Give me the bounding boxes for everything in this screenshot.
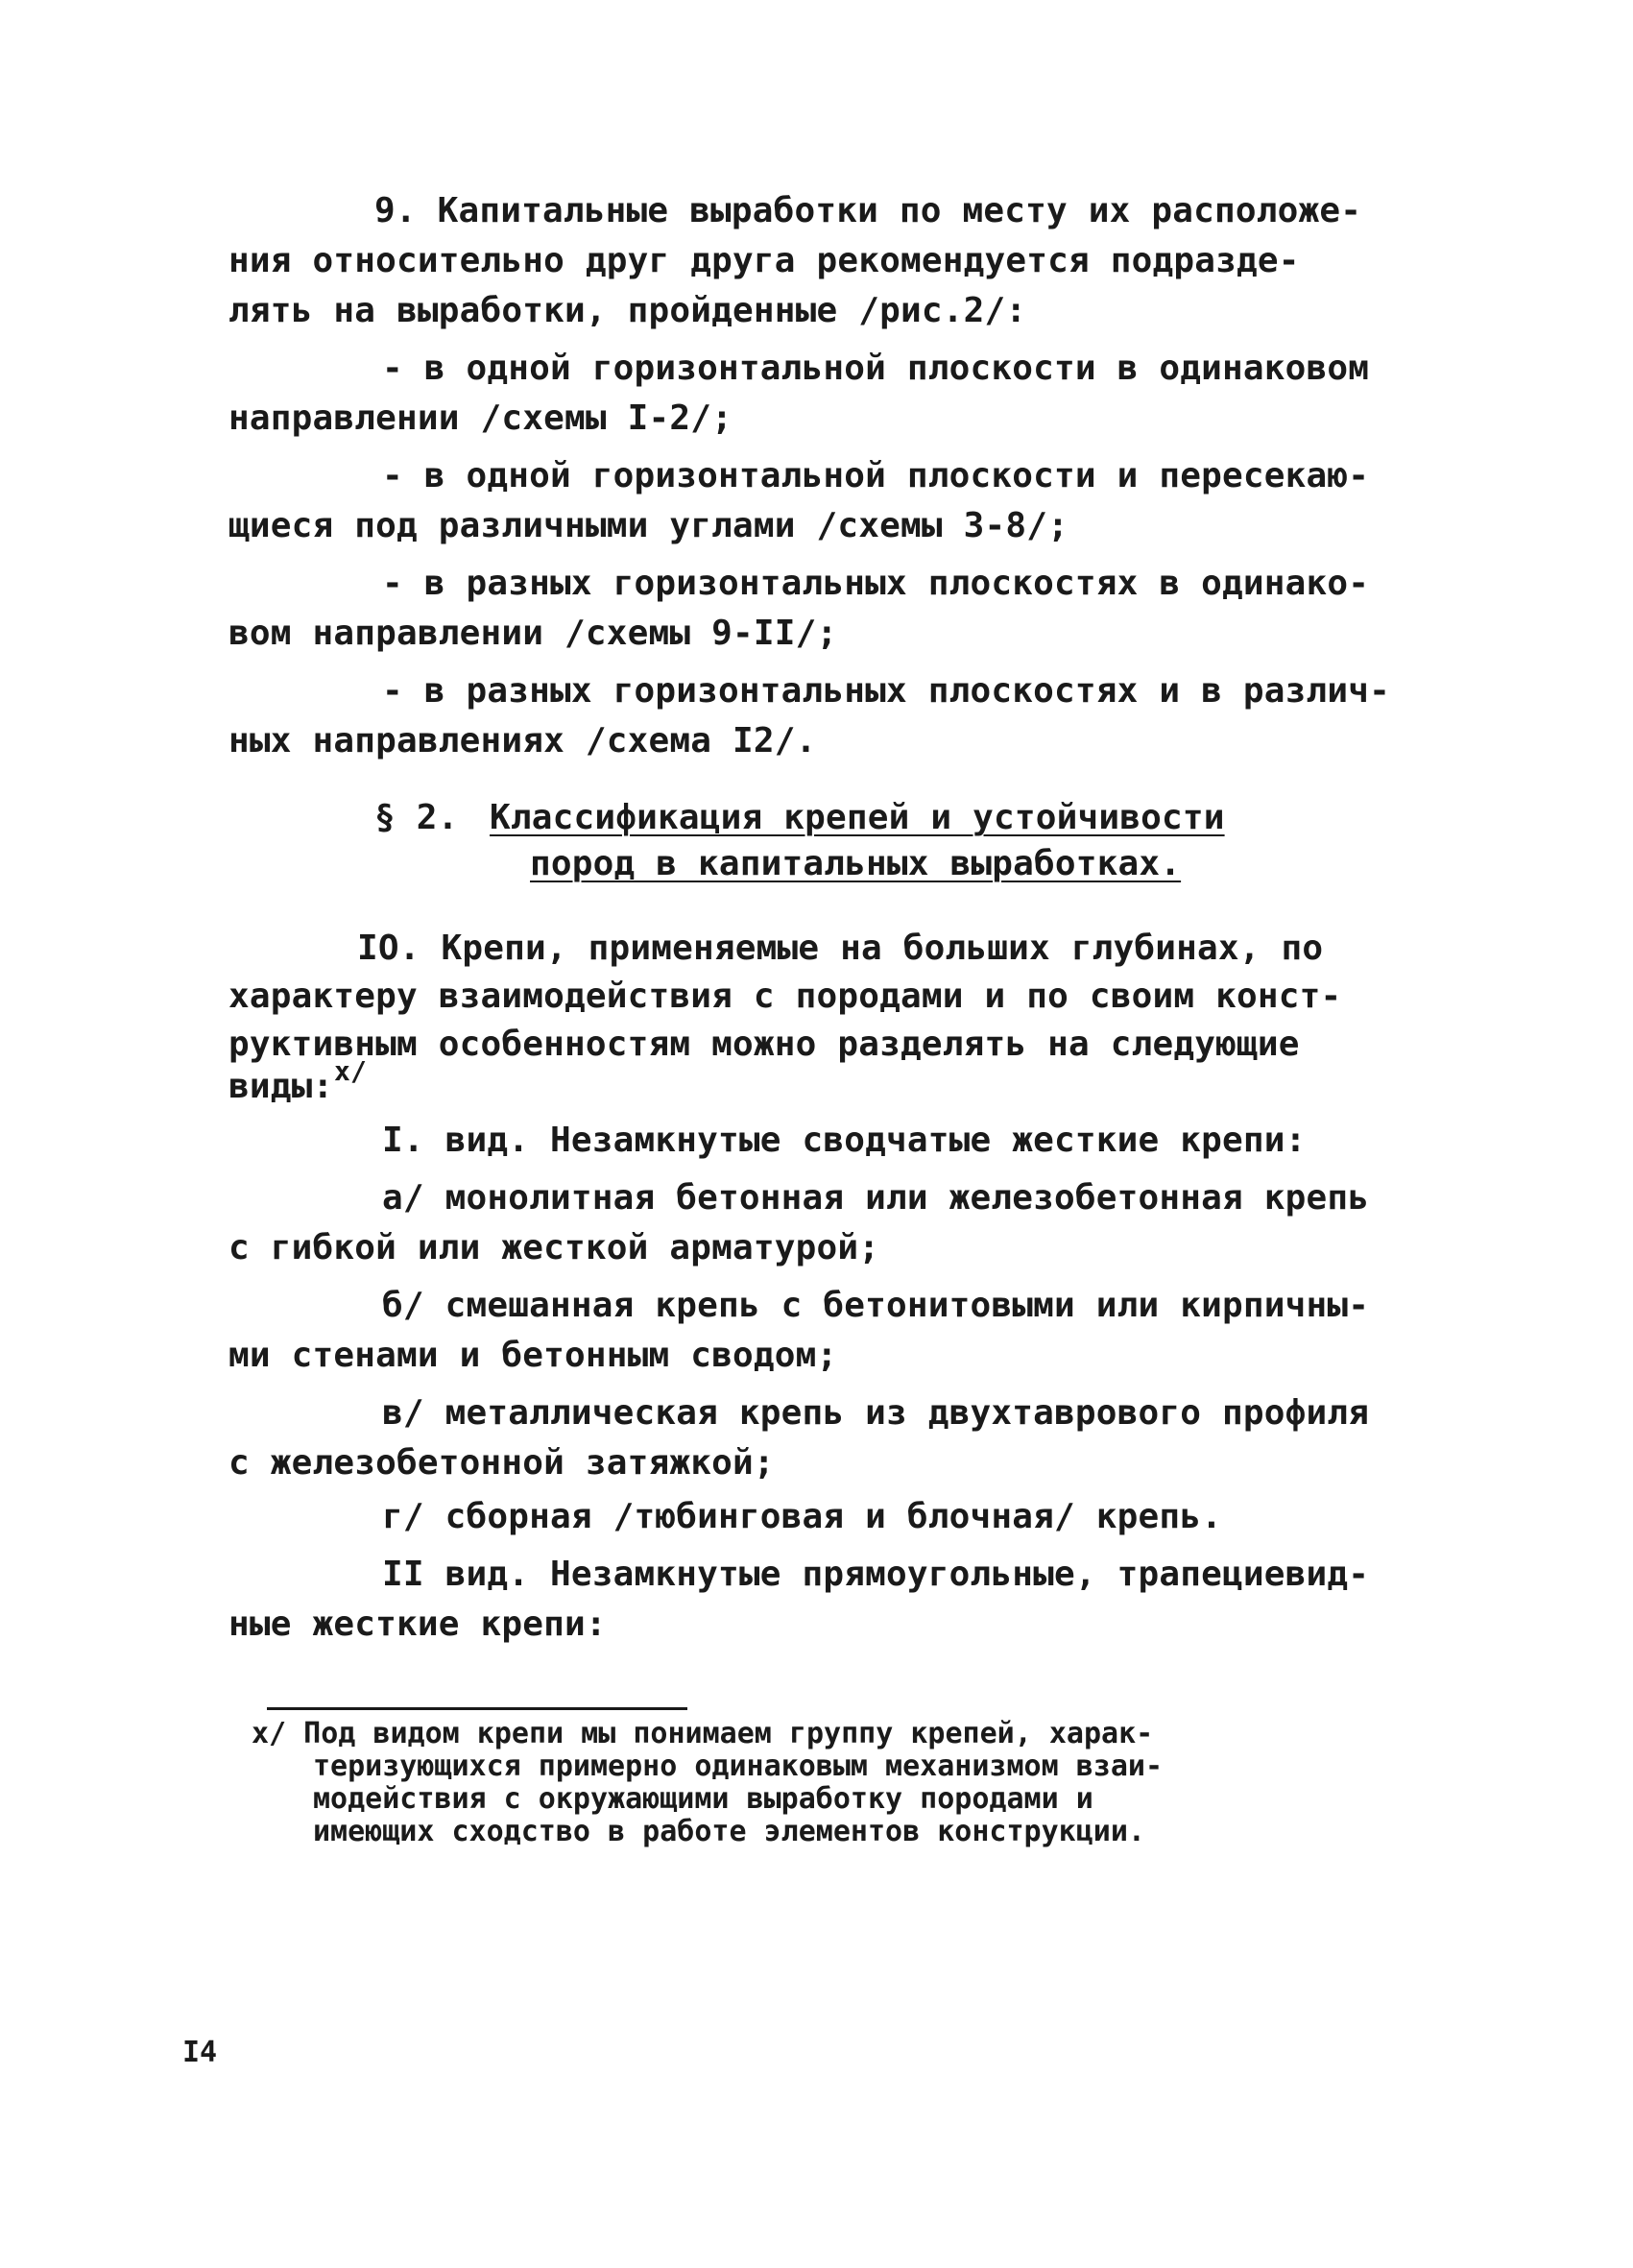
footnote-line-2: теризующихся примерно одинаковым механизмом взаи- [313,1749,1164,1783]
p9-item-2-line-2: щиеся под различными углами /схемы 3-8/; [228,506,1069,545]
p10-line-1: IO. Крепи, применяемые на больших глубинах, по [357,929,1324,968]
item-a-line-1: а/ монолитная бетонная или железобетонная крепь [382,1178,1370,1218]
item-a-line-2: с гибкой или жесткой арматурой; [228,1228,880,1267]
footnote-separator [267,1707,687,1710]
item-v-line-1: в/ металлическая крепь из двухтаврового профиля [382,1393,1370,1433]
footnote-reference: x/ [334,1055,368,1087]
p9-item-3-line-1: - в разных горизонтальных плоскостях в одинако- [382,564,1370,603]
item-b-line-2: ми стенами и бетонным сводом; [228,1336,838,1375]
p10-line-4: виды: [228,1067,334,1106]
p9-item-4-line-2: ных направлениях /схема I2/. [228,721,817,760]
type-1-title: I. вид. Незамкнутые сводчатые жесткие крепи: [382,1121,1307,1160]
item-g-line-1: г/ сборная /тюбинговая и блочная/ крепь. [382,1497,1222,1536]
type-2-line-2: ные жесткие крепи: [228,1604,607,1644]
p9-item-4-line-1: - в разных горизонтальных плоскостях и в различ- [382,671,1390,711]
p9-line-1: 9. Капитальные выработки по месту их расположе- [374,191,1362,230]
section-title-line-2: пород в капитальных выработках. [530,844,1182,883]
p10-line-3: руктивным особенностям можно разделять на следующие [228,1025,1300,1064]
footnote-line-4: имеющих сходство в работе элементов конструкции. [313,1815,1145,1848]
item-b-line-1: б/ смешанная крепь с бетонитовыми или кирпичны- [382,1286,1370,1325]
type-2-line-1: II вид. Незамкнутые прямоугольные, трапециевид- [382,1555,1370,1594]
section-mark: § 2. [374,798,459,837]
section-title-line-1: Классификация крепей и устойчивости [490,798,1225,837]
item-v-line-2: с железобетонной затяжкой; [228,1443,775,1483]
p9-item-1-line-2: направлении /схемы I-2/; [228,398,732,438]
page-number: I4 [182,2036,218,2069]
p9-item-2-line-1: - в одной горизонтальной плоскости и пересекаю- [382,456,1370,495]
p10-line-2: характеру взаимодействия с породами и по своим конст- [228,977,1342,1016]
p9-line-2: ния относительно друг друга рекомендуется подразде- [228,241,1300,280]
p9-line-3: лять на выработки, пройденные /рис.2/: [228,291,1027,330]
p9-item-3-line-2: вом направлении /схемы 9-II/; [228,614,838,653]
footnote-line-1: x/ Под видом крепи мы понимаем группу крепей, харак- [252,1717,1154,1750]
footnote-line-3: модействия с окружающими выработку породами и [313,1782,1093,1816]
p9-item-1-line-1: - в одной горизонтальной плоскости в одинаковом [382,349,1370,388]
